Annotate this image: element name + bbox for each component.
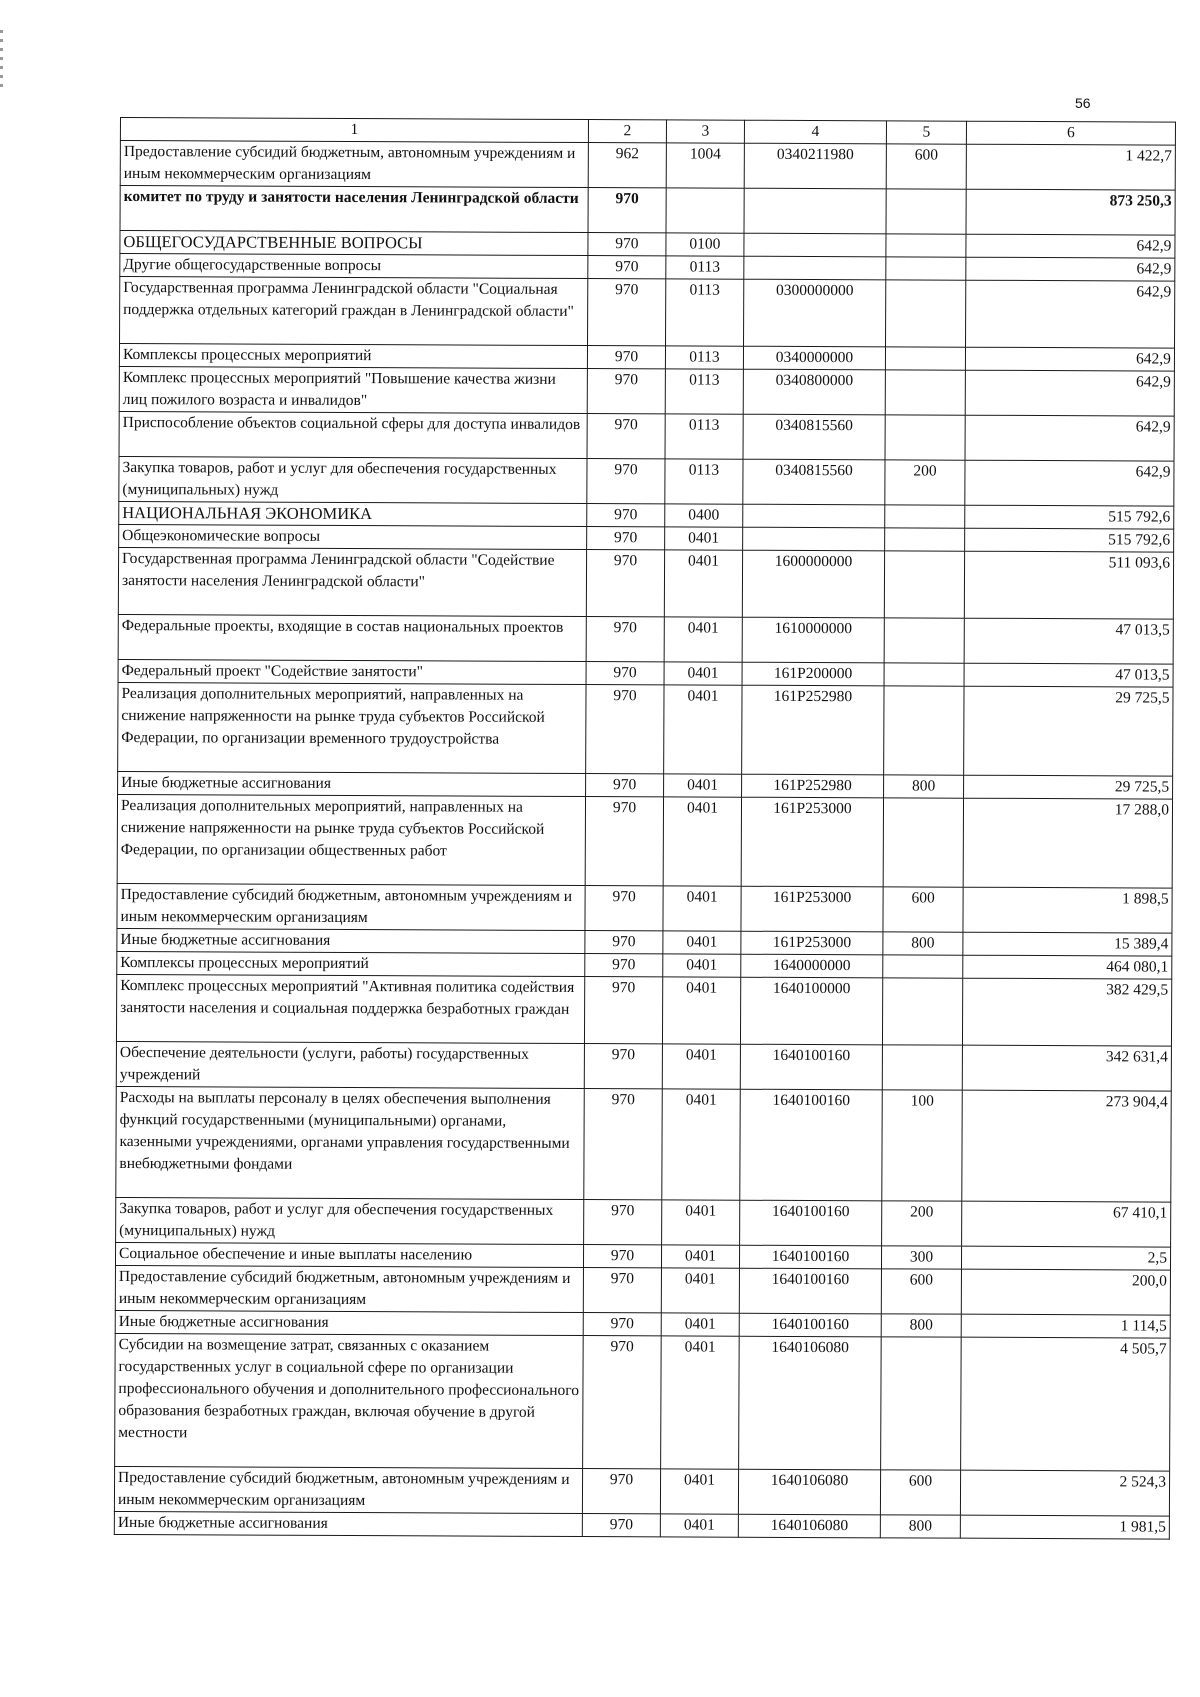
table-row <box>120 186 1175 236</box>
expense-type-code-cell <box>884 551 964 618</box>
ministry-code-cell: 970 <box>584 1089 662 1200</box>
amount-cell: 200,0 <box>961 1269 1170 1315</box>
section-code-cell: 0113 <box>665 459 743 504</box>
item-name-cell: Иные бюджетные ассигнования <box>117 928 585 953</box>
item-name-cell: Комплексы процессных мероприятий <box>117 951 585 976</box>
column-header-5: 5 <box>886 121 966 144</box>
expense-type-code-cell <box>885 528 965 551</box>
column-header-2: 2 <box>588 120 666 143</box>
amount-cell: 47 013,5 <box>964 618 1173 664</box>
item-name-cell: Комплекс процессных мероприятий "Активная политика содействия занятости населения и социальная поддержка безработных граждан <box>116 974 584 1043</box>
target-article-code-cell: 161P252980 <box>742 685 884 775</box>
ministry-code-cell: 970 <box>585 954 663 977</box>
amount-cell: 15 389,4 <box>963 932 1172 956</box>
budget-table <box>114 117 1176 1540</box>
expense-type-code-cell: 800 <box>883 932 963 955</box>
amount-cell: 342 631,4 <box>962 1045 1171 1091</box>
expense-type-code-cell: 100 <box>882 1090 962 1201</box>
expense-type-code-cell: 200 <box>885 460 965 505</box>
section-code-cell: 0100 <box>666 233 744 256</box>
amount-cell: 29 725,5 <box>964 775 1173 799</box>
target-article-code-cell <box>744 188 886 234</box>
target-article-code-cell: 0340815560 <box>743 414 885 460</box>
item-name-cell: НАЦИОНАЛЬНАЯ ЭКОНОМИКА <box>119 501 587 526</box>
table-row <box>120 141 1175 191</box>
expense-type-code-cell <box>886 257 966 280</box>
table-row <box>116 1041 1171 1091</box>
table-body <box>114 141 1175 1540</box>
ministry-code-cell: 962 <box>588 143 666 188</box>
amount-cell: 382 429,5 <box>962 978 1171 1046</box>
table-row <box>114 1466 1169 1516</box>
target-article-code-cell: 0340211980 <box>744 143 886 189</box>
section-code-cell: 0401 <box>662 1044 740 1089</box>
item-name-cell: Иные бюджетные ассигнования <box>115 1310 583 1335</box>
amount-cell: 4 505,7 <box>961 1337 1171 1471</box>
amount-cell: 29 725,5 <box>964 686 1173 776</box>
table-row <box>117 794 1172 888</box>
target-article-code-cell: 0340800000 <box>743 369 885 415</box>
ministry-code-cell: 970 <box>585 886 663 931</box>
item-name-cell: Государственная программа Ленинградской области "Социальная поддержка отдельных категорий граждан в Ленинградской области" <box>120 277 588 346</box>
target-article-code-cell <box>743 504 885 528</box>
section-code-cell: 0113 <box>665 414 743 459</box>
ministry-code-cell: 970 <box>586 685 664 774</box>
target-article-code-cell <box>744 233 886 257</box>
ministry-code-cell: 970 <box>585 797 663 886</box>
table-row <box>116 974 1171 1046</box>
section-code-cell: 0401 <box>664 685 742 774</box>
expense-type-code-cell <box>884 618 964 663</box>
section-code-cell: 0113 <box>665 346 743 369</box>
target-article-code-cell: 161P253000 <box>741 797 883 887</box>
expense-type-code-cell <box>885 415 965 460</box>
ministry-code-cell: 970 <box>586 617 664 662</box>
expense-type-code-cell <box>883 955 963 978</box>
scan-edge-marks <box>0 30 3 90</box>
section-code-cell: 0401 <box>663 954 741 977</box>
expense-type-code-cell <box>882 1045 962 1090</box>
target-article-code-cell: 1640100160 <box>739 1245 881 1269</box>
target-article-code-cell: 161P253000 <box>741 931 883 955</box>
expense-type-code-cell <box>881 1337 962 1470</box>
expense-type-code-cell: 600 <box>880 1470 960 1515</box>
expense-type-code-cell <box>886 234 966 257</box>
target-article-code-cell: 1640100160 <box>740 1044 882 1090</box>
ministry-code-cell: 970 <box>588 256 666 279</box>
section-code-cell: 0401 <box>662 977 740 1044</box>
ministry-code-cell: 970 <box>587 346 665 369</box>
ministry-code-cell: 970 <box>587 414 665 459</box>
amount-cell: 873 250,3 <box>966 189 1175 235</box>
table-row <box>120 277 1175 349</box>
item-name-cell: Общеэкономические вопросы <box>119 524 587 549</box>
target-article-code-cell: 1640100160 <box>740 1089 882 1201</box>
expense-type-code-cell: 600 <box>886 144 966 189</box>
expense-type-code-cell <box>885 505 965 528</box>
item-name-cell: Приспособление объектов социальной сферы для доступа инвалидов <box>119 411 587 458</box>
column-header-1: 1 <box>120 118 588 143</box>
item-name-cell: Комплексы процессных мероприятий <box>119 344 587 369</box>
target-article-code-cell: 1640000000 <box>741 954 883 978</box>
section-code-cell: 0400 <box>665 504 743 527</box>
target-article-code-cell: 0340815560 <box>743 459 885 505</box>
item-name-cell: Комплекс процессных мероприятий "Повышение качества жизни лиц пожилого возраста и инвалидов" <box>119 366 587 413</box>
section-code-cell: 0401 <box>664 662 742 685</box>
amount-cell: 1 422,7 <box>966 144 1175 190</box>
amount-cell: 2,5 <box>961 1246 1170 1270</box>
item-name-cell: Закупка товаров, работ и услуг для обеспечения государственных (муниципальных) нужд <box>116 1197 584 1244</box>
ministry-code-cell: 970 <box>583 1268 661 1313</box>
expense-type-code-cell: 600 <box>881 1269 961 1314</box>
ministry-code-cell: 970 <box>587 459 665 504</box>
item-name-cell: Иные бюджетные ассигнования <box>114 1511 582 1536</box>
ministry-code-cell: 970 <box>582 1469 660 1514</box>
table-row <box>115 1265 1170 1315</box>
section-code-cell: 0401 <box>661 1245 739 1268</box>
amount-cell: 515 792,6 <box>965 528 1174 552</box>
item-name-cell: Другие общегосударственные вопросы <box>120 254 588 279</box>
ministry-code-cell: 970 <box>588 233 666 256</box>
expense-type-code-cell <box>885 347 965 370</box>
section-code-cell: 0401 <box>664 550 742 617</box>
target-article-code-cell <box>743 527 885 551</box>
expense-type-code-cell <box>884 663 964 686</box>
amount-cell: 642,9 <box>966 257 1175 281</box>
expense-type-code-cell <box>882 978 962 1045</box>
section-code-cell: 0401 <box>665 527 743 550</box>
amount-cell: 273 904,4 <box>962 1090 1171 1202</box>
ministry-code-cell: 970 <box>586 774 664 797</box>
table-row <box>119 366 1174 416</box>
section-code-cell: 0401 <box>660 1514 738 1537</box>
amount-cell: 642,9 <box>966 234 1175 258</box>
target-article-code-cell: 0300000000 <box>744 279 886 347</box>
amount-cell: 642,9 <box>965 370 1174 416</box>
amount-cell: 67 410,1 <box>962 1201 1171 1247</box>
section-code-cell: 0401 <box>663 931 741 954</box>
amount-cell: 642,9 <box>965 415 1174 461</box>
item-name-cell: комитет по труду и занятости населения Ленинградской области <box>120 186 588 233</box>
amount-cell: 642,9 <box>965 347 1174 371</box>
ministry-code-cell: 970 <box>582 1514 660 1537</box>
item-name-cell: Иные бюджетные ассигнования <box>118 771 586 796</box>
ministry-code-cell: 970 <box>587 504 665 527</box>
section-code-cell: 0401 <box>663 886 741 931</box>
target-article-code-cell: 1610000000 <box>742 617 884 663</box>
table-row <box>117 883 1172 933</box>
expense-type-code-cell <box>883 798 963 887</box>
table-row <box>119 411 1174 461</box>
item-name-cell: Реализация дополнительных мероприятий, направленных на снижение напряженности на рынке труда субъектов Российской Федерации, по организации временного трудоустройства <box>118 682 586 773</box>
item-name-cell: ОБЩЕГОСУДАРСТВЕННЫЕ ВОПРОСЫ <box>120 231 588 256</box>
section-code-cell: 0401 <box>662 1200 740 1245</box>
table-row <box>116 1086 1171 1202</box>
item-name-cell: Предоставление субсидий бюджетным, автономным учреждениям и иным некоммерческим организациям <box>115 1265 583 1312</box>
table-row <box>114 1511 1169 1539</box>
amount-cell: 515 792,6 <box>965 505 1174 529</box>
target-article-code-cell: 0340000000 <box>743 346 885 370</box>
item-name-cell: Социальное обеспечение и иные выплаты населению <box>115 1242 583 1267</box>
expense-type-code-cell: 800 <box>881 1314 961 1337</box>
target-article-code-cell: 1640100160 <box>740 1200 882 1246</box>
column-header-3: 3 <box>666 120 744 143</box>
ministry-code-cell: 970 <box>583 1336 662 1469</box>
amount-cell: 642,9 <box>966 280 1175 348</box>
target-article-code-cell: 1600000000 <box>742 550 884 618</box>
target-article-code-cell <box>744 256 886 280</box>
expense-type-code-cell <box>886 280 966 347</box>
ministry-code-cell: 970 <box>587 369 665 414</box>
ministry-code-cell: 970 <box>583 1313 661 1336</box>
section-code-cell: 0401 <box>661 1313 739 1336</box>
table-row <box>115 1333 1171 1471</box>
amount-cell: 464 080,1 <box>963 955 1172 979</box>
table-row <box>119 456 1174 506</box>
target-article-code-cell: 1640100000 <box>740 977 882 1045</box>
target-article-code-cell: 1640106080 <box>739 1336 882 1470</box>
item-name-cell: Государственная программа Ленинградской области "Содействие занятости населения Ленинградской области" <box>118 547 586 616</box>
expense-type-code-cell: 800 <box>880 1515 960 1538</box>
target-article-code-cell: 1640100160 <box>739 1313 881 1337</box>
item-name-cell: Предоставление субсидий бюджетным, автономным учреждениям и иным некоммерческим организациям <box>120 141 588 188</box>
ministry-code-cell: 970 <box>584 1044 662 1089</box>
ministry-code-cell: 970 <box>588 279 666 346</box>
amount-cell: 1 114,5 <box>961 1314 1170 1338</box>
amount-cell: 511 093,6 <box>964 551 1173 619</box>
target-article-code-cell: 1640106080 <box>738 1469 880 1515</box>
item-name-cell: Предоставление субсидий бюджетным, автономным учреждениям и иным некоммерческим организациям <box>114 1466 582 1513</box>
amount-cell: 1 898,5 <box>963 887 1172 933</box>
section-code-cell: 1004 <box>666 143 744 188</box>
expense-type-code-cell <box>884 686 964 775</box>
amount-cell: 47 013,5 <box>964 663 1173 687</box>
section-code-cell: 0401 <box>663 797 741 886</box>
section-code-cell <box>666 188 744 233</box>
amount-cell: 642,9 <box>965 460 1174 506</box>
ministry-code-cell: 970 <box>584 977 662 1044</box>
ministry-code-cell: 970 <box>586 662 664 685</box>
expense-type-code-cell: 600 <box>883 887 963 932</box>
expense-type-code-cell <box>885 370 965 415</box>
item-name-cell: Расходы на выплаты персоналу в целях обеспечения выполнения функций государственными (муниципальными) органами, казенными учреждениями, органами управления государственными внебюджетными фондами <box>116 1086 584 1199</box>
section-code-cell: 0401 <box>662 1089 740 1200</box>
item-name-cell: Предоставление субсидий бюджетным, автономным учреждениям и иным некоммерческим организациям <box>117 883 585 930</box>
section-code-cell: 0401 <box>661 1336 740 1469</box>
column-header-4: 4 <box>744 120 886 144</box>
section-code-cell: 0401 <box>660 1469 738 1514</box>
item-name-cell: Субсидии на возмещение затрат, связанных с оказанием государственных услуг в социальной сфере по организации профессионального обучения и дополнительного профессионального образования безработных граждан, включая обучение в другой местности <box>115 1333 584 1468</box>
table-row <box>116 1197 1171 1247</box>
item-name-cell: Реализация дополнительных мероприятий, направленных на снижение напряженности на рынке труда субъектов Российской Федерации, по организации общественных работ <box>117 794 585 885</box>
expense-type-code-cell: 200 <box>882 1201 962 1246</box>
ministry-code-cell: 970 <box>588 188 666 233</box>
target-article-code-cell: 161P252980 <box>742 774 884 798</box>
expense-type-code-cell: 800 <box>884 775 964 798</box>
target-article-code-cell: 1640106080 <box>738 1514 880 1538</box>
section-code-cell: 0113 <box>666 279 744 346</box>
target-article-code-cell: 161P253000 <box>741 886 883 932</box>
column-header-6: 6 <box>966 121 1175 145</box>
target-article-code-cell: 161P200000 <box>742 662 884 686</box>
section-code-cell: 0113 <box>666 256 744 279</box>
ministry-code-cell: 970 <box>584 1200 662 1245</box>
table-row <box>118 547 1173 619</box>
amount-cell: 17 288,0 <box>963 798 1172 888</box>
ministry-code-cell: 970 <box>586 550 664 617</box>
item-name-cell: Закупка товаров, работ и услуг для обеспечения государственных (муниципальных) нужд <box>119 456 587 503</box>
table-row <box>118 682 1173 776</box>
table-row <box>118 614 1173 664</box>
expense-type-code-cell <box>886 189 966 234</box>
ministry-code-cell: 970 <box>583 1245 661 1268</box>
ministry-code-cell: 970 <box>587 527 665 550</box>
item-name-cell: Федеральные проекты, входящие в состав национальных проектов <box>118 614 586 661</box>
page-number: 56 <box>1075 95 1091 111</box>
amount-cell: 2 524,3 <box>960 1470 1169 1516</box>
target-article-code-cell: 1640100160 <box>739 1268 881 1314</box>
item-name-cell: Обеспечение деятельности (услуги, работы) государственных учреждений <box>116 1041 584 1088</box>
section-code-cell: 0401 <box>661 1268 739 1313</box>
item-name-cell: Федеральный проект "Содействие занятости" <box>118 659 586 684</box>
section-code-cell: 0401 <box>664 617 742 662</box>
expense-type-code-cell: 300 <box>881 1246 961 1269</box>
section-code-cell: 0113 <box>665 369 743 414</box>
amount-cell: 1 981,5 <box>960 1515 1169 1539</box>
ministry-code-cell: 970 <box>585 931 663 954</box>
section-code-cell: 0401 <box>664 774 742 797</box>
